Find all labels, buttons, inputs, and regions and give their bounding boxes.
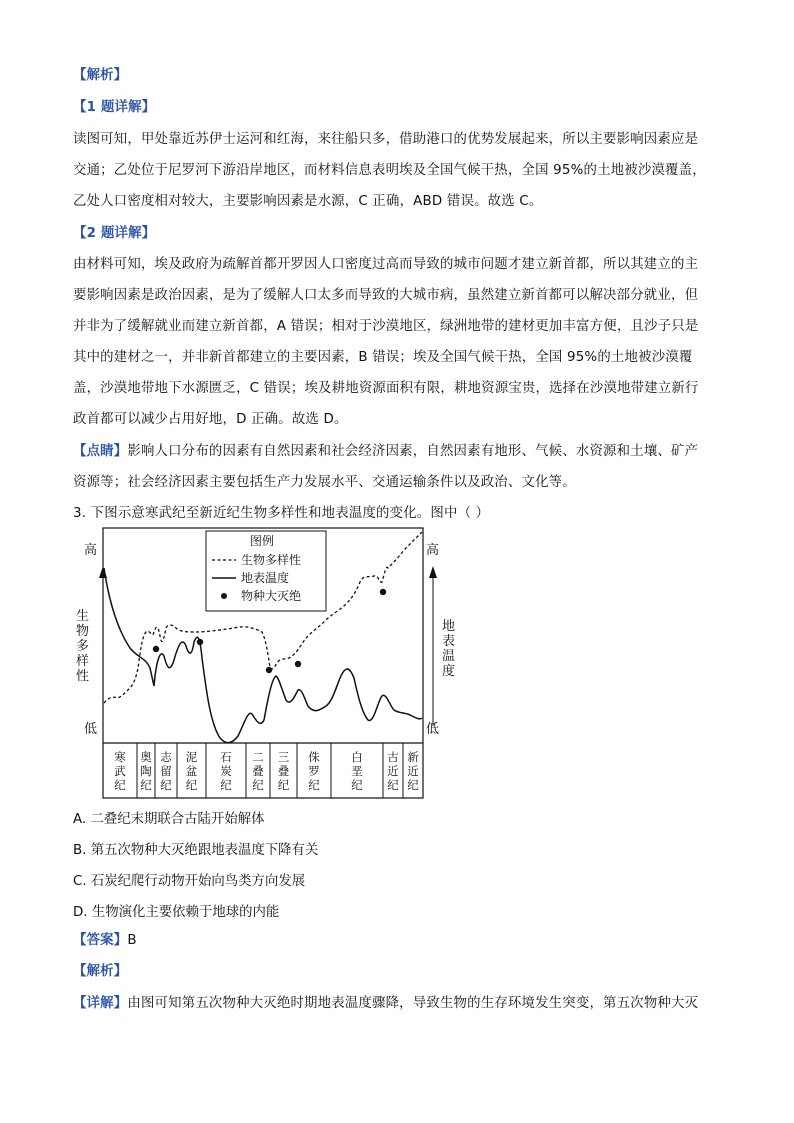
- detail-heading: 【详解】: [73, 996, 128, 1011]
- period-label: 泥盆纪: [185, 750, 198, 792]
- point-heading: 【点睛】: [73, 444, 128, 459]
- legend-item-temperature: 地表温度: [241, 571, 290, 585]
- period-label: 新近纪: [407, 750, 419, 792]
- point-paragraph-line: [73, 443, 698, 461]
- period-label: 古近纪: [387, 750, 399, 792]
- point-text: 影响人口分布的因素有自然因素和社会经济因素，自然因素有地形、气候、水资源和土壤、矿产: [127, 444, 699, 459]
- analysis-heading: 【解析】: [73, 68, 128, 83]
- period-label: 三叠纪: [277, 750, 290, 792]
- mass-extinction-dot: [153, 646, 159, 652]
- biodiversity-temperature-figure: [70, 528, 456, 803]
- point-paragraph-line: 资源等；社会经济因素主要包括生产力发展水平、交通运输条件以及政治、文化等。: [73, 475, 576, 490]
- answer-value: B: [127, 933, 137, 948]
- analysis-heading-q3: 【解析】: [73, 964, 128, 979]
- q2-detail-heading: 【2 题详解】: [73, 226, 156, 241]
- question-stem: 3. 下图示意寒武纪至新近纪生物多样性和地表温度的变化。图中（ ）: [73, 506, 490, 521]
- left-axis-low: 低: [84, 722, 98, 737]
- q2-paragraph-line: 其中的建材之一，并非新首都建立的主要因素，B 错误；埃及全国气候干热，全国 95%的土地被沙漠覆: [73, 350, 693, 365]
- period-label: 志留纪: [160, 750, 172, 792]
- left-axis-high: 高: [84, 543, 98, 558]
- right-axis-high: 高: [426, 543, 440, 558]
- legend-dot-icon: [221, 593, 227, 599]
- q1-detail-heading: 【1 题详解】: [73, 100, 156, 115]
- period-label: 奥陶纪: [140, 750, 152, 792]
- period-label: 石炭纪: [220, 750, 232, 792]
- q2-paragraph-line: 由材料可知，埃及政府为疏解首都开罗因人口密度过高而导致的城市问题才建立新首都，所以其建立的主: [73, 257, 699, 272]
- legend-title: 图例: [250, 534, 275, 548]
- q2-paragraph-line: 要影响因素是政治因素，是为了缓解人口太多而导致的大城市病，虽然建立新首都可以解决部分就业，但: [73, 288, 699, 303]
- mass-extinction-dot: [380, 589, 386, 595]
- right-axis-arrowhead: [429, 566, 437, 578]
- q2-paragraph-line: 盖，沙漠地带地下水源匮乏，C 错误；埃及耕地资源面积有限，耕地资源宝贵，选择在沙漠地带建立新行: [73, 381, 699, 396]
- answer-line: [73, 932, 137, 950]
- detail-text: 由图可知第五次物种大灭绝时期地表温度骤降，导致生物的生存环境发生突变，第五次物种大灭: [127, 996, 699, 1011]
- q2-paragraph-line: 政首都可以减少占用好地，D 正确。故选 D。: [73, 412, 348, 427]
- answer-heading: 【答案】: [73, 933, 128, 948]
- period-label: 侏罗纪: [308, 750, 320, 792]
- option-b: B. 第五次物种大灭绝跟地表温度下降有关: [73, 843, 319, 858]
- period-row: [114, 743, 419, 798]
- mass-extinction-dot: [295, 661, 301, 667]
- period-label: 白垩纪: [351, 750, 363, 792]
- right-axis-low: 低: [426, 722, 440, 737]
- left-axis-label: 生物多样性: [76, 609, 90, 684]
- option-d: D. 生物演化主要依赖于地球的内能: [73, 905, 280, 920]
- right-axis-label: 地表温度: [442, 619, 456, 679]
- legend-item-extinction: 物种大灭绝: [241, 589, 302, 603]
- mass-extinction-dot: [197, 639, 203, 645]
- period-label: 寒武纪: [114, 750, 126, 792]
- option-a: A. 二叠纪末期联合古陆开始解体: [73, 812, 265, 827]
- detail-paragraph-line: [73, 995, 698, 1013]
- period-label: 二叠纪: [252, 750, 264, 792]
- mass-extinction-dot: [266, 667, 272, 673]
- legend-item-biodiversity: 生物多样性: [241, 553, 302, 567]
- q2-paragraph-line: 并非为了缓解就业而建立新首都，A 错误；相对于沙漠地区，绿洲地带的建材更加丰富方便，且沙子只是: [73, 319, 699, 334]
- option-c: C. 石炭纪爬行动物开始向鸟类方向发展: [73, 874, 306, 889]
- q1-paragraph-line: 读图可知，甲处靠近苏伊士运河和红海，来往船只多，借助港口的优势发展起来，所以主要影响因素应是: [73, 132, 699, 147]
- q1-paragraph-line: 乙处人口密度相对较大，主要影响因素是水源，C 正确，ABD 错误。故选 C。: [73, 194, 543, 209]
- q1-paragraph-line: 交通；乙处位于尼罗河下游沿岸地区，而材料信息表明埃及全国气候干热，全国 95%的土地被沙漠覆盖，: [73, 163, 706, 178]
